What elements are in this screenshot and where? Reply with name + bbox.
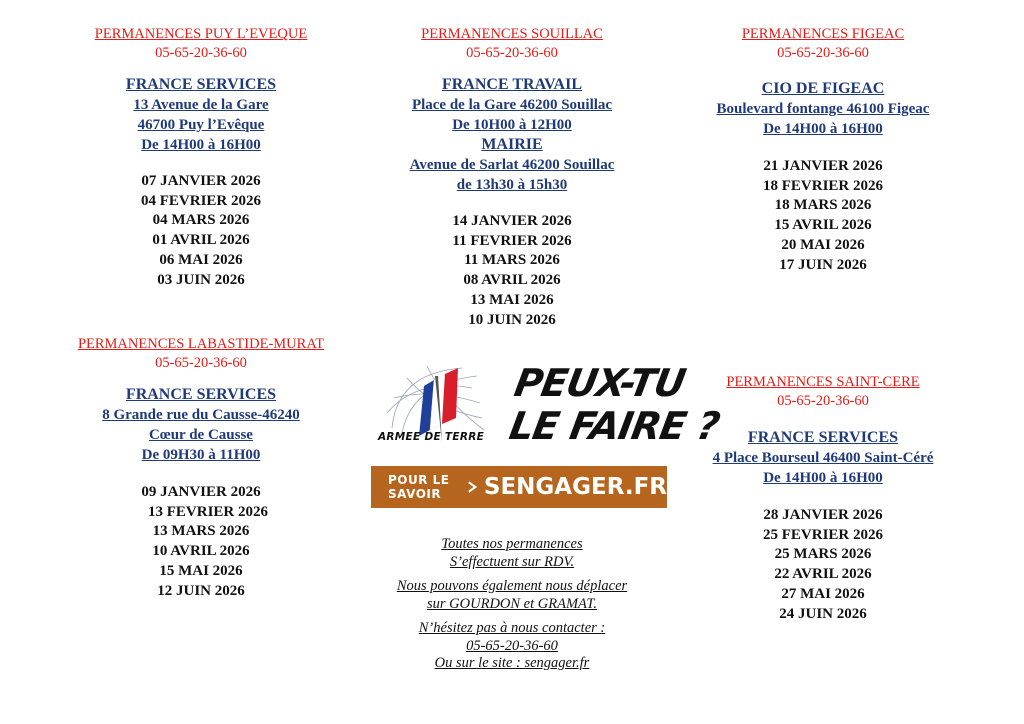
location-name: MAIRIE: [481, 136, 543, 153]
address-line: Cœur de Causse: [149, 427, 253, 443]
date-item: 11 MARS 2026: [464, 252, 560, 269]
section-puy-leveque: [60, 25, 342, 290]
note-line: N’hésitez pas à nous contacter :: [418, 620, 606, 636]
hours: De 09H30 à 11H00: [141, 447, 261, 463]
brand-name: ARMEE DE TERRE: [378, 431, 485, 443]
sengager-banner[interactable]: [371, 466, 667, 508]
address-line: Avenue de Sarlat 46200 Souillac: [409, 157, 615, 173]
date-item: 25 MARS 2026: [774, 546, 872, 563]
date-item: 22 AVRIL 2026: [774, 566, 872, 583]
date-item: 08 AVRIL 2026: [463, 272, 561, 289]
date-item: 07 JANVIER 2026: [141, 173, 261, 189]
date-item: 09 JANVIER 2026: [141, 484, 261, 500]
location-name: CIO DE FIGEAC: [761, 80, 885, 97]
note-line: S’effectuent sur RDV.: [449, 553, 575, 570]
date-item: 27 MAI 2026: [781, 585, 865, 602]
date-item: 25 FEVRIER 2026: [762, 526, 883, 543]
banner-lead: POUR LE SAVOIR: [388, 473, 450, 501]
section-souillac: [372, 25, 652, 330]
hours: De 14H00 à 16H00: [763, 121, 883, 137]
date-item: 15 MAI 2026: [159, 562, 243, 579]
date-list: [60, 172, 342, 290]
date-item: 06 MAI 2026: [159, 251, 243, 268]
contact-phone[interactable]: 05-65-20-36-60: [466, 637, 558, 654]
date-item: 10 JUIN 2026: [468, 311, 556, 328]
date-item: 20 MAI 2026: [781, 236, 865, 253]
date-item: 13 MAI 2026: [470, 291, 554, 308]
hours: De 14H00 à 16H00: [141, 137, 261, 153]
date-item: 04 FEVRIER 2026: [140, 192, 261, 209]
contact-website[interactable]: Ou sur le site : sengager.fr: [434, 655, 590, 671]
location-name: FRANCE TRAVAIL: [441, 76, 583, 93]
date-item: 10 AVRIL 2026: [152, 543, 250, 560]
chevron-right-icon: [467, 477, 478, 497]
hours: de 13h30 à 15h30: [456, 177, 568, 193]
note-line: Nous pouvons également nous déplacer: [396, 578, 628, 594]
slogan-line-1: PEUX-TU: [511, 361, 689, 405]
date-item: 01 AVRIL 2026: [152, 232, 250, 249]
globe-flag-icon: [372, 358, 497, 458]
date-list: [52, 483, 350, 601]
location-name: FRANCE SERVICES: [747, 429, 899, 446]
address-line: 8 Grande rue du Causse-46240: [102, 407, 300, 423]
date-item: 21 JANVIER 2026: [763, 158, 883, 174]
section-title: PERMANENCES SOUILLAC: [421, 26, 603, 42]
phone-number: 05-65-20-36-60: [777, 393, 869, 409]
date-list: [372, 212, 652, 330]
note-line: Toutes nos permanences: [441, 536, 583, 552]
address-line: 46700 Puy l’Evêque: [137, 117, 265, 133]
address-line: Boulevard fontange 46100 Figeac: [716, 101, 930, 117]
location-name: FRANCE SERVICES: [125, 386, 277, 403]
hours: De 10H00 à 12H00: [452, 117, 572, 133]
date-item: 28 JANVIER 2026: [763, 507, 883, 523]
section-labastide-murat: [52, 335, 350, 601]
section-figeac: [684, 25, 962, 275]
section-title: PERMANENCES PUY L’EVEQUE: [94, 26, 308, 42]
date-item: 15 AVRIL 2026: [774, 217, 872, 234]
phone-number: 05-65-20-36-60: [155, 355, 247, 371]
note-line: sur GOURDON et GRAMAT.: [427, 595, 597, 612]
date-item: 24 JUIN 2026: [779, 605, 867, 622]
location-name: FRANCE SERVICES: [125, 76, 277, 93]
phone-number: 05-65-20-36-60: [155, 45, 247, 61]
date-item: 13 MARS 2026: [152, 523, 250, 540]
date-item: 04 MARS 2026: [152, 212, 250, 229]
date-item: 03 JUIN 2026: [157, 271, 245, 288]
address-line: 13 Avenue de la Gare: [133, 97, 269, 113]
date-item: 11 FEVRIER 2026: [452, 232, 572, 249]
info-notes: [372, 536, 652, 673]
date-item: 18 FEVRIER 2026: [762, 177, 883, 194]
date-item: 17 JUIN 2026: [779, 256, 867, 273]
date-list: [684, 157, 962, 275]
address-line: 4 Place Bourseul 46400 Saint-Céré: [712, 450, 934, 466]
phone-number: 05-65-20-36-60: [777, 45, 869, 61]
slogan-line-2: LE FAIRE ?: [506, 404, 723, 448]
date-item: 14 JANVIER 2026: [452, 213, 572, 229]
date-item: 13 FEVRIER 2026: [147, 503, 268, 520]
phone-number: 05-65-20-36-60: [466, 45, 558, 61]
hours: De 14H00 à 16H00: [763, 470, 883, 486]
armee-de-terre-logo: [372, 358, 497, 458]
section-title: PERMANENCES FIGEAC: [741, 26, 905, 42]
section-title: PERMANENCES LABASTIDE-MURAT: [77, 336, 325, 352]
date-item: 12 JUIN 2026: [157, 582, 245, 599]
address-line: Place de la Gare 46200 Souillac: [411, 97, 613, 113]
section-saint-cere: [684, 373, 962, 624]
section-title: PERMANENCES SAINT-CERE: [726, 374, 920, 390]
banner-site: SENGAGER.FR: [483, 474, 667, 500]
date-list: [684, 506, 962, 624]
date-item: 18 MARS 2026: [774, 197, 872, 214]
